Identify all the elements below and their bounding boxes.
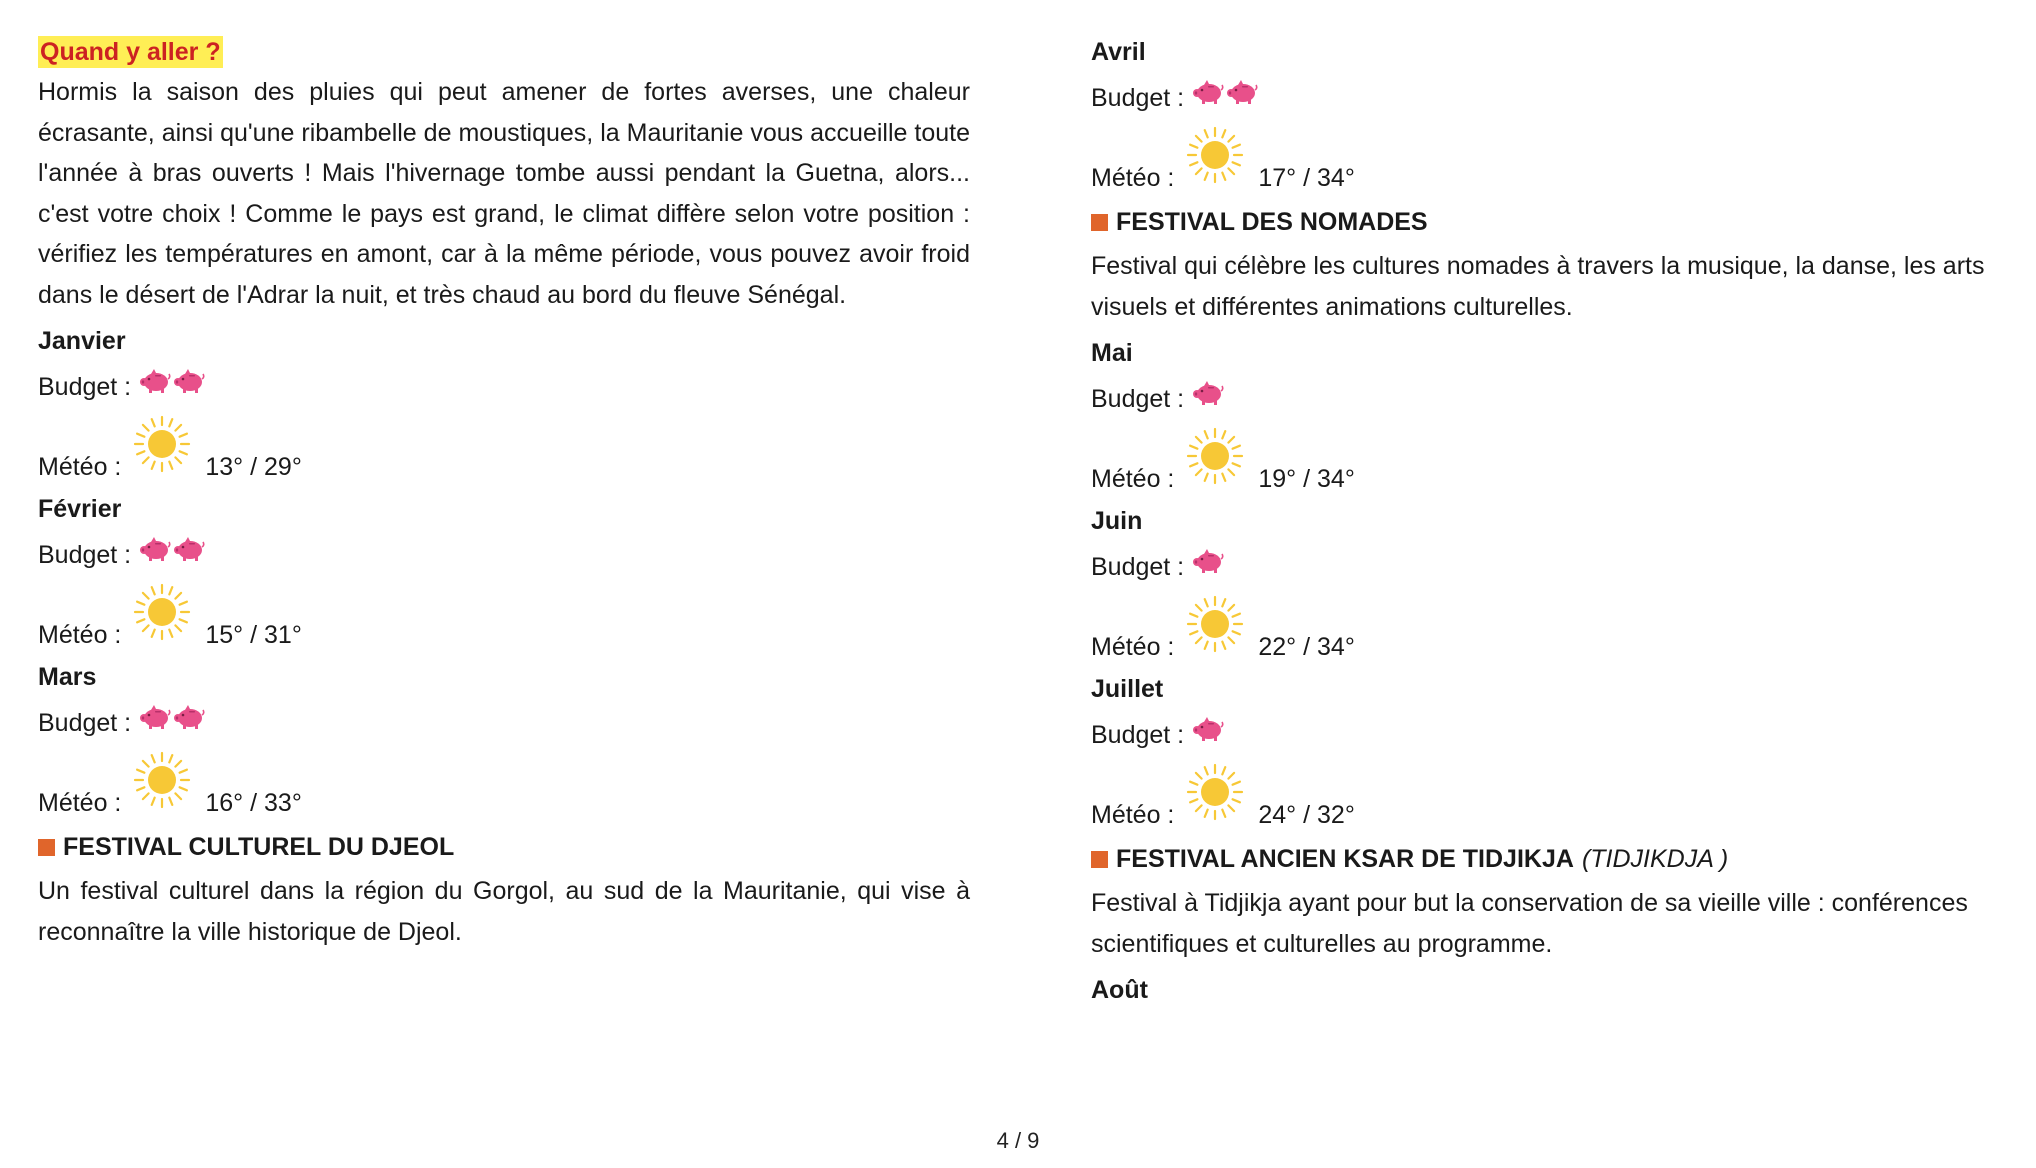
meteo-row bbox=[1091, 761, 2021, 831]
temperature-range: 16° / 33° bbox=[205, 789, 302, 817]
meteo-label: Météo : bbox=[38, 621, 122, 649]
piggy-bank-icon bbox=[1192, 78, 1224, 106]
meteo-row bbox=[38, 749, 970, 819]
festival-heading bbox=[1091, 843, 2021, 875]
meteo-label: Météo : bbox=[1091, 164, 1175, 192]
budget-level bbox=[139, 703, 205, 731]
piggy-bank-icon bbox=[139, 535, 171, 563]
meteo-row bbox=[1091, 425, 2021, 495]
right-column bbox=[1091, 36, 2021, 1006]
piggy-bank-icon bbox=[173, 535, 205, 563]
budget-level bbox=[139, 535, 205, 563]
piggy-bank-icon bbox=[1226, 78, 1258, 106]
month-block-mars bbox=[38, 661, 970, 819]
sun-icon bbox=[1184, 761, 1246, 823]
month-name: Août bbox=[1091, 976, 1148, 1004]
month-name: Mars bbox=[38, 663, 97, 691]
meteo-label: Météo : bbox=[1091, 633, 1175, 661]
temperature-range: 15° / 31° bbox=[205, 621, 302, 649]
budget-label: Budget : bbox=[38, 709, 132, 737]
budget-level bbox=[1192, 547, 1224, 575]
month-block-janvier bbox=[38, 325, 970, 483]
festival-square-icon bbox=[1091, 214, 1108, 231]
budget-row bbox=[1091, 715, 2021, 751]
festival-location: (TIDJIKDJA ) bbox=[1581, 845, 1729, 873]
sun-icon bbox=[1184, 124, 1246, 186]
left-column bbox=[38, 36, 970, 952]
budget-label: Budget : bbox=[1091, 553, 1185, 581]
temperature-range: 24° / 32° bbox=[1258, 801, 1355, 829]
festival-square-icon bbox=[38, 839, 55, 856]
budget-row bbox=[38, 703, 970, 739]
budget-level bbox=[1192, 379, 1224, 407]
meteo-label: Météo : bbox=[38, 453, 122, 481]
budget-row bbox=[38, 367, 970, 403]
temperature-range: 17° / 34° bbox=[1258, 164, 1355, 192]
month-name: Juillet bbox=[1091, 675, 1164, 703]
budget-level bbox=[1192, 715, 1224, 743]
festival-heading bbox=[38, 831, 970, 863]
piggy-bank-icon bbox=[1192, 547, 1224, 575]
budget-label: Budget : bbox=[1091, 84, 1185, 112]
piggy-bank-icon bbox=[1192, 715, 1224, 743]
month-block-aout bbox=[1091, 974, 2021, 1006]
month-name: Juin bbox=[1091, 507, 1143, 535]
sun-icon bbox=[1184, 593, 1246, 655]
month-block-juillet bbox=[1091, 673, 2021, 831]
piggy-bank-icon bbox=[173, 367, 205, 395]
budget-label: Budget : bbox=[38, 373, 132, 401]
piggy-bank-icon bbox=[139, 367, 171, 395]
meteo-row bbox=[1091, 593, 2021, 663]
month-name: Février bbox=[38, 495, 122, 523]
festival-name: FESTIVAL ANCIEN KSAR DE TIDJIKJA bbox=[1116, 845, 1574, 873]
intro-paragraph: Hormis la saison des pluies qui peut amener de fortes averses, une chaleur écrasante, ainsi qu'une ribambelle de moustiques, la Mauritanie vous accueille toute l'année à bras ouverts ! Mais l'hivernage tombe aussi pendant la Guetna, alors... c'est votre choix ! Comme le pays est grand, le climat diffère selon votre position : vérifiez les températures en amont, car à la même période, vous pouvez avoir froid dans le désert de l'Adrar la nuit, et très chaud au bord du fleuve Sénégal. bbox=[38, 78, 970, 309]
month-block-juin bbox=[1091, 505, 2021, 663]
budget-label: Budget : bbox=[38, 541, 132, 569]
sun-icon bbox=[131, 581, 193, 643]
meteo-label: Météo : bbox=[38, 789, 122, 817]
budget-row bbox=[1091, 78, 2021, 114]
piggy-bank-icon bbox=[173, 703, 205, 731]
sun-icon bbox=[131, 749, 193, 811]
month-name: Mai bbox=[1091, 339, 1133, 367]
month-block-avril bbox=[1091, 36, 2021, 194]
temperature-range: 19° / 34° bbox=[1258, 465, 1355, 493]
budget-row bbox=[1091, 379, 2021, 415]
budget-row bbox=[38, 535, 970, 571]
month-block-mai bbox=[1091, 337, 2021, 495]
meteo-label: Météo : bbox=[1091, 801, 1175, 829]
temperature-range: 13° / 29° bbox=[205, 453, 302, 481]
festival-name: FESTIVAL DES NOMADES bbox=[1116, 208, 1428, 236]
section-title: Quand y aller ? bbox=[40, 38, 221, 66]
budget-label: Budget : bbox=[1091, 721, 1185, 749]
meteo-row bbox=[38, 413, 970, 483]
budget-level bbox=[139, 367, 205, 395]
page-number: 4 / 9 bbox=[996, 1128, 1040, 1153]
budget-label: Budget : bbox=[1091, 385, 1185, 413]
festival-description: Festival à Tidjikja ayant pour but la conservation de sa vieille ville : conférences scientifiques et culturelles au programme. bbox=[1091, 889, 1968, 958]
budget-level bbox=[1192, 78, 1258, 106]
festival-heading bbox=[1091, 206, 2021, 238]
month-block-fevrier bbox=[38, 493, 970, 651]
piggy-bank-icon bbox=[139, 703, 171, 731]
festival-square-icon bbox=[1091, 851, 1108, 868]
meteo-row bbox=[1091, 124, 2021, 194]
festival-name: FESTIVAL CULTUREL DU DJEOL bbox=[63, 833, 455, 861]
festival-description: Festival qui célèbre les cultures nomades à travers la musique, la danse, les arts visuels et différentes animations culturelles. bbox=[1091, 252, 1985, 321]
meteo-label: Météo : bbox=[1091, 465, 1175, 493]
month-name: Avril bbox=[1091, 38, 1146, 66]
sun-icon bbox=[131, 413, 193, 475]
festival-description: Un festival culturel dans la région du Gorgol, au sud de la Mauritanie, qui vise à reconnaître la ville historique de Djeol. bbox=[38, 877, 970, 946]
budget-row bbox=[1091, 547, 2021, 583]
piggy-bank-icon bbox=[1192, 379, 1224, 407]
temperature-range: 22° / 34° bbox=[1258, 633, 1355, 661]
month-name: Janvier bbox=[38, 327, 126, 355]
sun-icon bbox=[1184, 425, 1246, 487]
meteo-row bbox=[38, 581, 970, 651]
